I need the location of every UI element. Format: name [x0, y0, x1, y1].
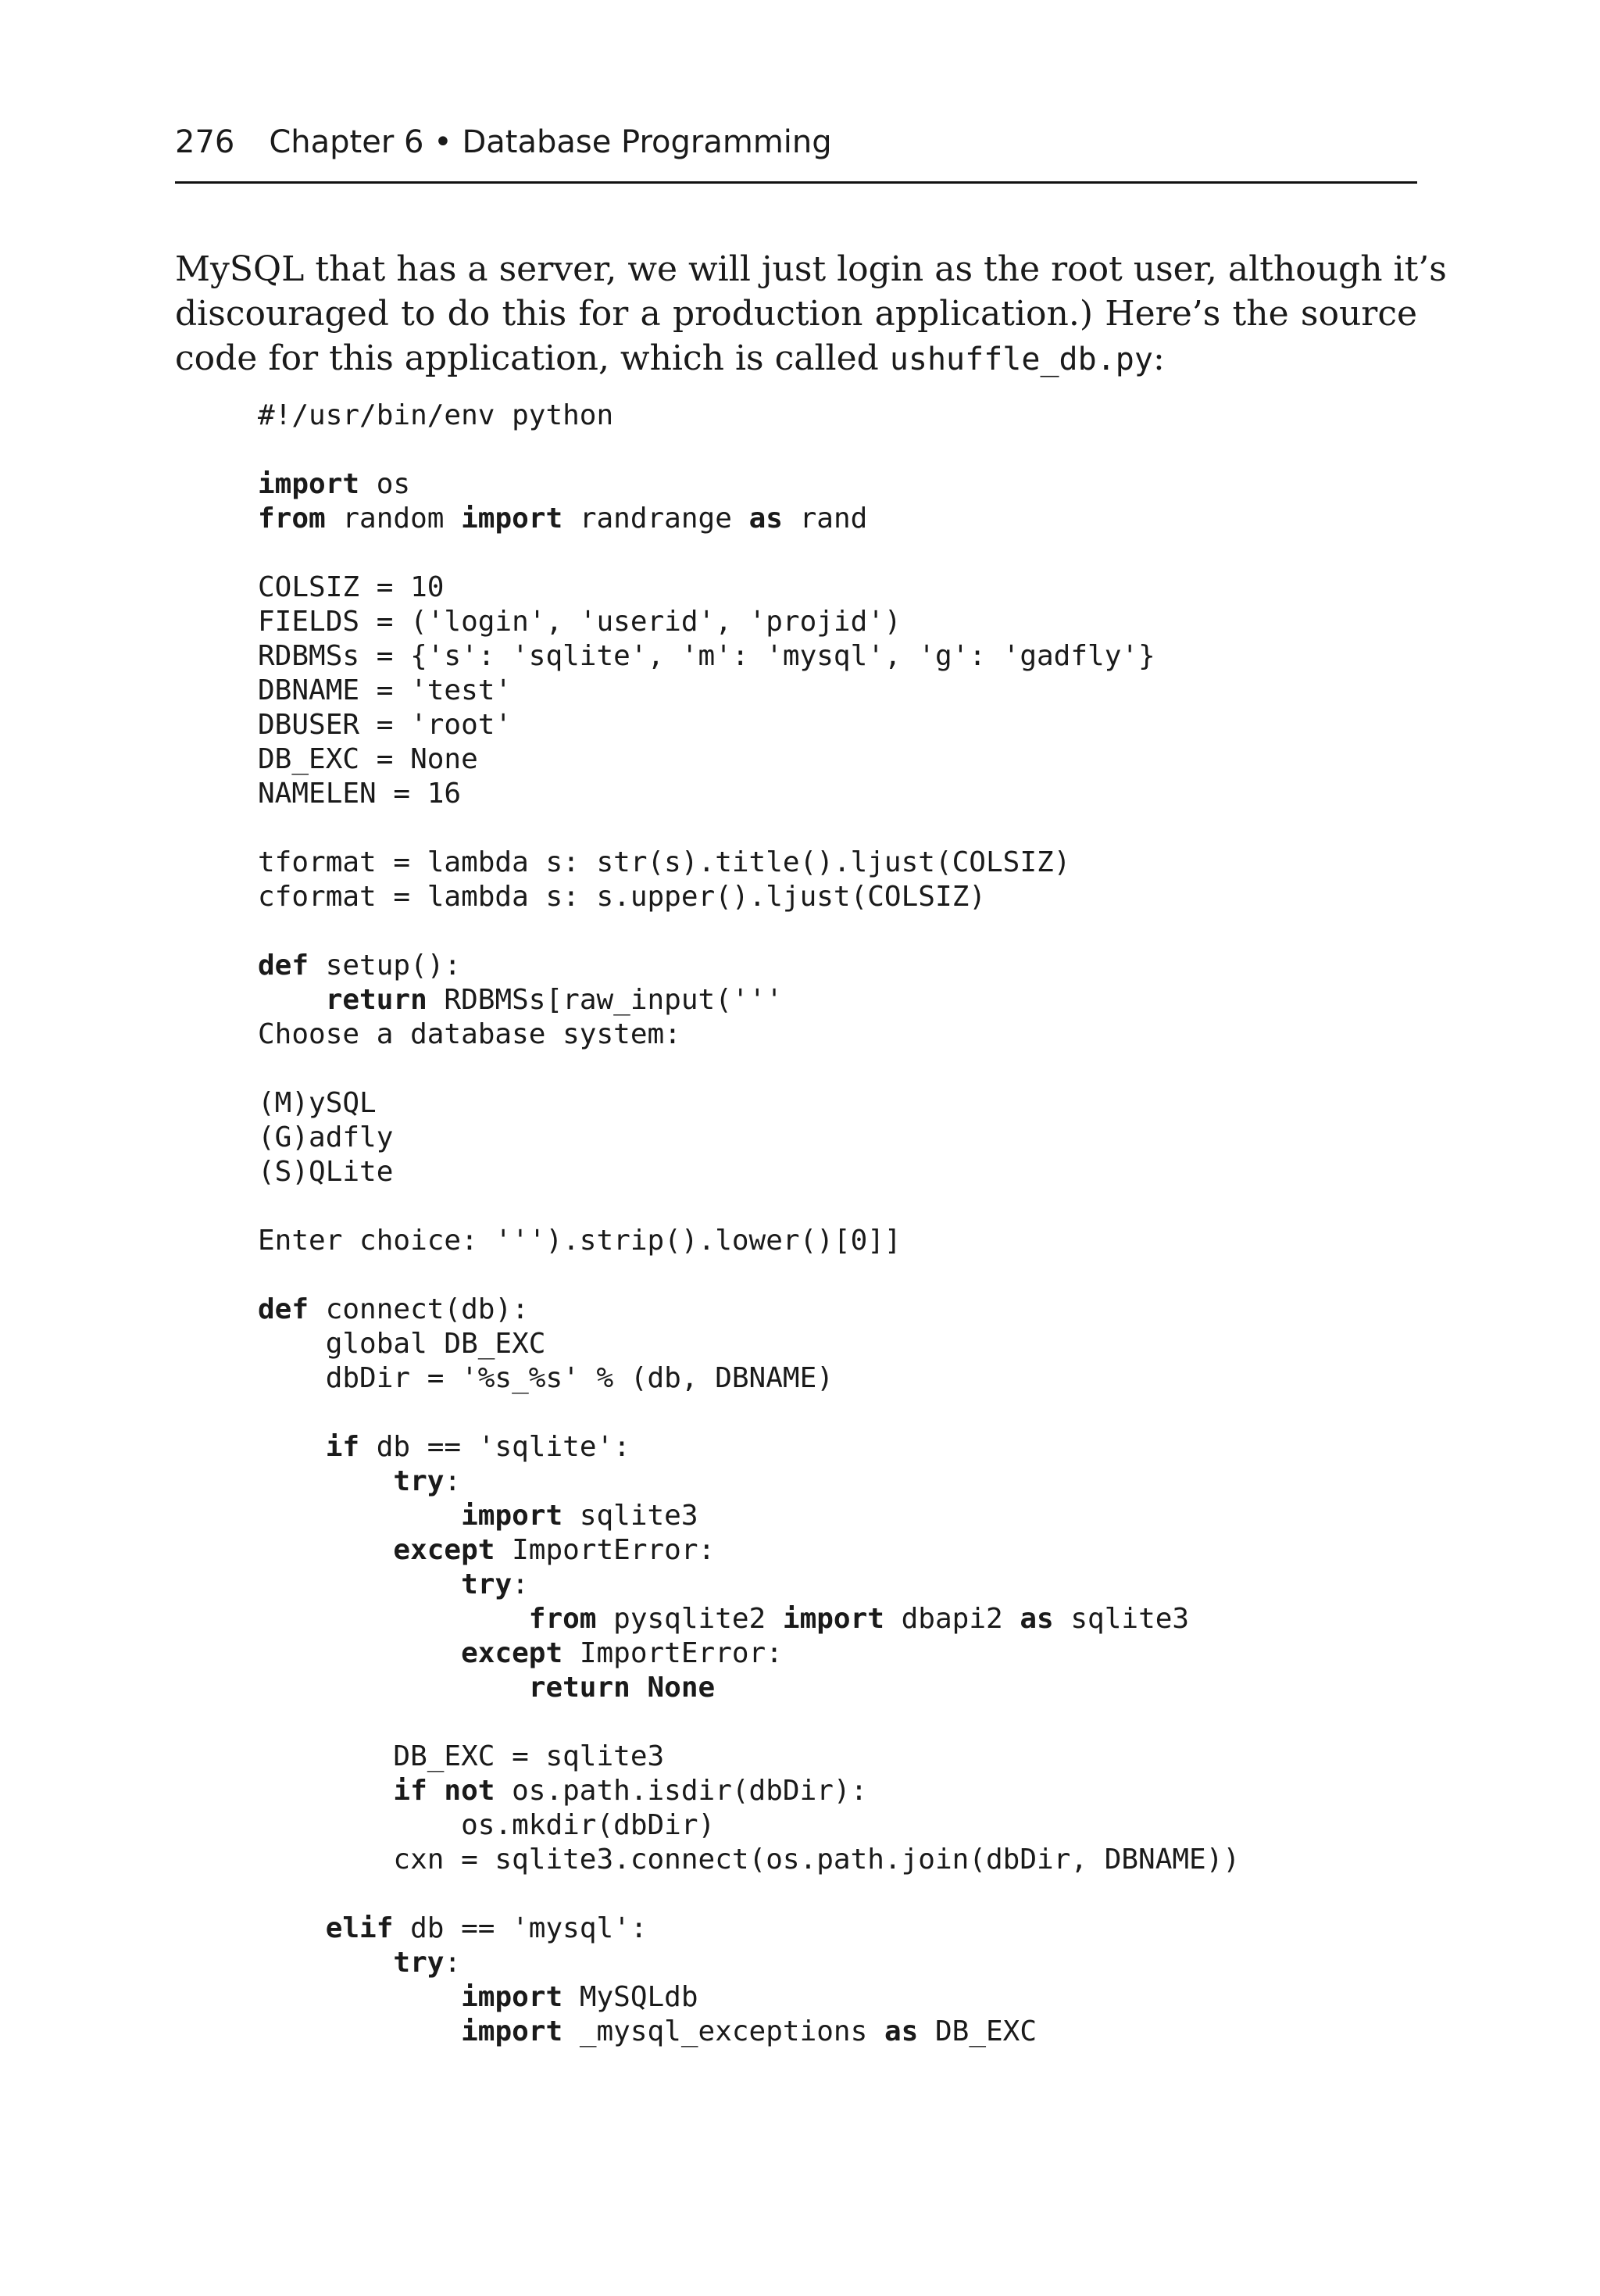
code-keyword: try	[393, 1947, 445, 1979]
code-line	[258, 399, 1240, 433]
code-keyword: import	[782, 1603, 884, 1635]
code-line	[258, 846, 1240, 880]
code-keyword: try	[393, 1465, 445, 1497]
code-line	[258, 467, 1240, 502]
code-keyword: elif	[325, 1912, 394, 1944]
code-text: MySQLdb	[562, 1981, 698, 2013]
code-keyword: if not	[393, 1775, 495, 1807]
code-keyword: from	[258, 502, 326, 535]
code-line	[258, 1568, 1240, 1602]
code-text: DB_EXC = sqlite3	[258, 1740, 665, 1772]
code-keyword: except	[461, 1637, 563, 1669]
code-line	[258, 1121, 1240, 1155]
code-line	[258, 1430, 1240, 1465]
paragraph-line-3	[175, 336, 1417, 382]
code-line	[258, 1877, 1240, 1912]
code-line	[258, 949, 1240, 983]
code-line	[258, 742, 1240, 777]
code-line	[258, 1258, 1240, 1293]
code-text: cxn = sqlite3.connect(os.path.join(dbDir, DBNAME))	[258, 1844, 1241, 1876]
code-line	[258, 1843, 1240, 1877]
code-text: os.path.isdir(dbDir):	[495, 1775, 868, 1807]
code-keyword: try	[461, 1568, 512, 1600]
code-text: global DB_EXC	[258, 1328, 546, 1360]
code-line	[258, 1327, 1240, 1361]
code-text: (S)QLite	[258, 1156, 394, 1188]
code-line	[258, 1774, 1240, 1808]
code-text: ImportError:	[495, 1534, 716, 1566]
code-keyword: import	[461, 1500, 563, 1532]
code-text: os	[359, 468, 411, 500]
code-text: sqlite3	[1053, 1603, 1190, 1635]
code-text	[258, 1912, 326, 1944]
code-line	[258, 433, 1240, 467]
code-keyword: return	[325, 984, 427, 1016]
code-text: #!/usr/bin/env python	[258, 399, 614, 431]
code-text: :	[444, 1465, 462, 1497]
code-line	[258, 605, 1240, 639]
code-line	[258, 914, 1240, 949]
code-keyword: if	[325, 1431, 360, 1463]
code-line	[258, 570, 1240, 605]
code-line	[258, 1052, 1240, 1086]
code-keyword: def	[258, 950, 309, 982]
code-keyword: def	[258, 1293, 309, 1325]
code-line	[258, 1293, 1240, 1327]
code-line	[258, 1671, 1240, 1705]
code-text	[258, 1637, 461, 1669]
code-text	[258, 1534, 393, 1566]
code-line	[258, 811, 1240, 846]
running-header	[175, 117, 1417, 184]
code-line	[258, 1912, 1240, 1946]
code-keyword: as	[1020, 1603, 1054, 1635]
code-line	[258, 1189, 1240, 1224]
code-keyword: from	[528, 1603, 597, 1635]
code-text: :	[512, 1568, 529, 1600]
code-line	[258, 1224, 1240, 1258]
code-text: COLSIZ = 10	[258, 571, 445, 603]
code-text: RDBMSs[raw_input('''	[427, 984, 783, 1016]
code-text: DBUSER = 'root'	[258, 709, 512, 741]
code-line	[258, 1155, 1240, 1189]
code-line	[258, 536, 1240, 570]
code-keyword: import	[461, 1981, 563, 2013]
code-line	[258, 502, 1240, 536]
code-text	[258, 1500, 461, 1532]
code-text	[258, 1981, 461, 2013]
code-text	[258, 1431, 326, 1463]
running-title: Chapter 6 • Database Programming	[269, 124, 832, 160]
code-text: DBNAME = 'test'	[258, 674, 512, 706]
code-text: db == 'sqlite':	[359, 1431, 630, 1463]
code-text: rand	[782, 502, 868, 535]
code-line	[258, 1602, 1240, 1636]
code-text: cformat = lambda s: s.upper().ljust(COLSIZ)	[258, 881, 986, 913]
code-text: randrange	[562, 502, 749, 535]
code-line	[258, 1533, 1240, 1568]
code-text	[258, 1603, 529, 1635]
code-line	[258, 1946, 1240, 1980]
code-line	[258, 1499, 1240, 1533]
code-text: _mysql_exceptions	[562, 2015, 884, 2047]
code-text	[258, 1947, 393, 1979]
code-line	[258, 2015, 1240, 2049]
code-line	[258, 674, 1240, 708]
code-text: dbDir = '%s_%s' % (db, DBNAME)	[258, 1362, 834, 1394]
code-text	[258, 1775, 393, 1807]
code-line	[258, 1636, 1240, 1671]
code-line	[258, 1705, 1240, 1740]
code-text: db == 'mysql':	[393, 1912, 648, 1944]
code-text: sqlite3	[562, 1500, 698, 1532]
page-number: 276	[175, 124, 235, 160]
code-text: :	[444, 1947, 462, 1979]
code-line	[258, 708, 1240, 742]
code-text: random	[325, 502, 462, 535]
code-keyword: import	[461, 502, 563, 535]
code-line	[258, 1980, 1240, 2015]
paragraph-line-1: MySQL that has a server, we will just login as the root user, although it’s	[175, 249, 1447, 289]
code-text: ImportError:	[562, 1637, 783, 1669]
code-listing	[258, 399, 1240, 2049]
code-text: NAMELEN = 16	[258, 778, 462, 810]
code-text: os.mkdir(dbDir)	[258, 1809, 716, 1841]
code-text: DB_EXC = None	[258, 743, 478, 775]
code-text	[258, 1568, 461, 1600]
code-text	[258, 1465, 393, 1497]
code-keyword: import	[258, 468, 360, 500]
code-text	[258, 984, 326, 1016]
code-line	[258, 880, 1240, 914]
code-line	[258, 1017, 1240, 1052]
code-line	[258, 1465, 1240, 1499]
paragraph-line-2: discouraged to do this for a production application.) Here’s the source	[175, 294, 1417, 334]
code-text: pysqlite2	[596, 1603, 783, 1635]
code-text: RDBMSs = {'s': 'sqlite', 'm': 'mysql', 'g': 'gadfly'}	[258, 640, 1155, 672]
code-text: setup():	[309, 950, 462, 982]
code-keyword: import	[461, 2015, 563, 2047]
code-text: tformat = lambda s: str(s).title().ljust(COLSIZ)	[258, 846, 1071, 878]
body-paragraph	[175, 247, 1447, 382]
code-line	[258, 1086, 1240, 1121]
code-line	[258, 1396, 1240, 1430]
code-line	[258, 1740, 1240, 1774]
code-line	[258, 983, 1240, 1017]
code-line	[258, 1361, 1240, 1396]
code-text: dbapi2	[884, 1603, 1020, 1635]
code-text: connect(db):	[309, 1293, 529, 1325]
code-text: Enter choice: ''').strip().lower()[0]]	[258, 1225, 902, 1257]
code-line	[258, 1808, 1240, 1843]
paragraph-line-3-end: :	[1152, 338, 1165, 378]
inline-code-filename: ushuffle_db.py	[889, 342, 1153, 377]
code-text	[258, 1672, 529, 1704]
code-keyword: as	[884, 2015, 919, 2047]
code-text: (M)ySQL	[258, 1087, 377, 1119]
paragraph-line-3-text: code for this application, which is called	[175, 338, 890, 378]
code-keyword: except	[393, 1534, 495, 1566]
code-text: DB_EXC	[918, 2015, 1038, 2047]
code-text	[258, 2015, 461, 2047]
code-text: (G)adfly	[258, 1121, 394, 1153]
code-keyword: return None	[528, 1672, 716, 1704]
code-keyword: as	[748, 502, 783, 535]
code-line	[258, 777, 1240, 811]
code-line	[258, 639, 1240, 674]
code-text: FIELDS = ('login', 'userid', 'projid')	[258, 606, 902, 638]
code-text: Choose a database system:	[258, 1018, 681, 1050]
